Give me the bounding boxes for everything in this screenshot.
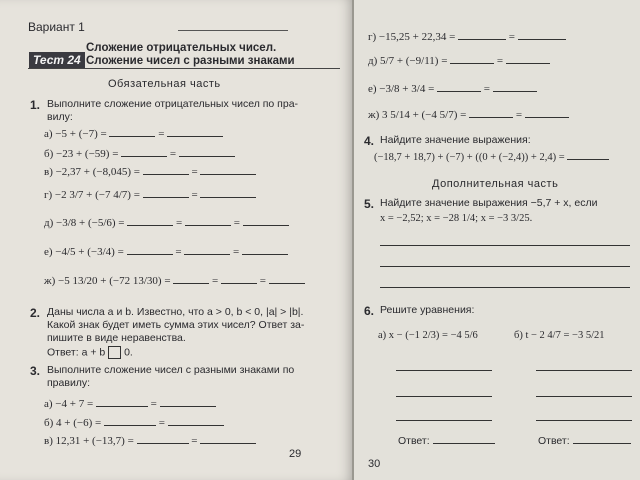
- task3-item-a: а) −4 + 7 = =: [44, 397, 216, 410]
- task3-text-line1: Выполните сложение чисел с разными знаками по: [47, 364, 295, 376]
- task6b-answer: Ответ:: [538, 434, 631, 448]
- task6a-line-2[interactable]: [396, 396, 492, 397]
- task6a-line-1[interactable]: [396, 370, 492, 371]
- task6a-line-3[interactable]: [396, 420, 492, 421]
- task6-equation-b: б) t − 2 4/7 = −3 5/21: [514, 330, 605, 341]
- task6-number: 6.: [364, 304, 375, 318]
- task1-item-d: г) −2 3/7 + (−7 4/7) = =: [44, 188, 256, 201]
- title-line-2: Сложение чисел с разными знаками: [86, 55, 295, 67]
- task4-number: 4.: [364, 134, 375, 148]
- task3-item-c: в) 12,31 + (−13,7) = =: [44, 434, 256, 447]
- task1-number: 1.: [30, 98, 41, 112]
- task6-text: Решите уравнения:: [380, 304, 475, 316]
- title-line-1: Сложение отрицательных чисел.: [86, 42, 277, 54]
- test-badge: Тест 24: [29, 52, 85, 68]
- task2-line1: Даны числа a и b. Известно, что a > 0, b < 0, |a| > |b|.: [47, 306, 304, 318]
- answer-sign-box[interactable]: [108, 346, 121, 359]
- page-number-right: 30: [368, 458, 381, 470]
- right-page: [354, 0, 640, 480]
- task3-item-b: б) 4 + (−6) = =: [44, 416, 224, 429]
- task1-item-a: а) −5 + (−7) = =: [44, 127, 223, 140]
- task4-text: Найдите значение выражения:: [380, 134, 531, 146]
- task6b-line-3[interactable]: [536, 420, 632, 421]
- task5-answer-line-1[interactable]: [380, 245, 630, 246]
- title-rule: [28, 68, 340, 69]
- name-line: [178, 30, 288, 31]
- task2-number: 2.: [30, 306, 41, 320]
- task3-item-i: е) −3/8 + 3/4 = =: [368, 82, 537, 95]
- task1-item-e: д) −3/8 + (−5/6) = = =: [44, 216, 289, 229]
- task1-item-c: в) −2,37 + (−8,045) = =: [44, 165, 256, 178]
- task5-text: Найдите значение выражения −5,7 + x, если: [380, 197, 598, 209]
- page-number-left: 29: [289, 448, 302, 460]
- task5-values: x = −2,52; x = −28 1/4; x = −3 3/25.: [380, 213, 533, 224]
- task5-answer-line-3[interactable]: [380, 287, 630, 288]
- task6b-line-2[interactable]: [536, 396, 632, 397]
- task5-number: 5.: [364, 197, 375, 211]
- task3-item-g: г) −15,25 + 22,34 = =: [368, 30, 566, 43]
- task4-expression: (−18,7 + 18,7) + (−7) + ((0 + (−2,4)) + 2,4) =: [374, 150, 609, 163]
- task3-item-h: д) 5/7 + (−9/11) = =: [368, 54, 550, 67]
- task3-text-line2: правилу:: [47, 377, 91, 389]
- task1-text-line1: Выполните сложение отрицательных чисел по пра-: [47, 98, 299, 110]
- task1-item-b: б) −23 + (−59) = =: [44, 147, 235, 160]
- task2-line3: пишите в виде неравенства.: [47, 332, 186, 344]
- task2-answer: Ответ: a + b 0.: [47, 346, 133, 359]
- task6b-line-1[interactable]: [536, 370, 632, 371]
- task3-number: 3.: [30, 364, 41, 378]
- task1-item-g: ж) −5 13/20 + (−72 13/30) = = =: [44, 274, 305, 287]
- task6a-answer: Ответ:: [398, 434, 495, 448]
- variant-label: Вариант 1: [28, 20, 85, 34]
- section-required: Обязательная часть: [108, 78, 221, 90]
- task3-item-j: ж) 3 5/14 + (−4 5/7) = =: [368, 108, 569, 121]
- task5-answer-line-2[interactable]: [380, 266, 630, 267]
- task1-item-f: е) −4/5 + (−3/4) = = =: [44, 245, 288, 258]
- task6-equation-a: а) x − (−1 2/3) = −4 5/6: [378, 330, 478, 341]
- task2-line2: Какой знак будет иметь сумма этих чисел? Ответ за-: [47, 319, 305, 331]
- section-additional: Дополнительная часть: [432, 178, 559, 190]
- task1-text-line2: вилу:: [47, 111, 73, 123]
